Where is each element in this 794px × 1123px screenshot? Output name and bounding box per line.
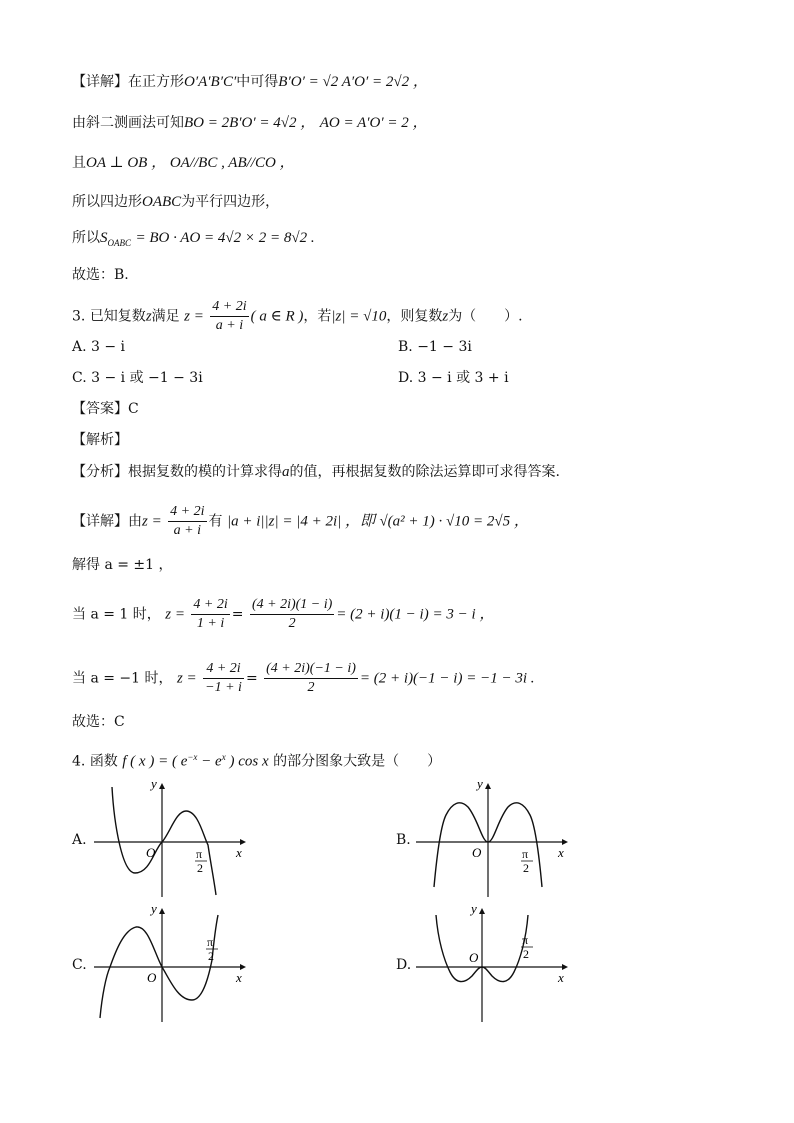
y-label: y	[477, 776, 483, 791]
text: 所以	[72, 230, 100, 246]
fraction	[250, 596, 334, 633]
quad-label: O′A′B′C′	[184, 74, 237, 90]
text: 的部分图象大致是（ ）	[273, 753, 442, 770]
detail-line-1	[72, 72, 428, 92]
graph-label-a: A.	[72, 832, 87, 848]
text: 中可得	[236, 74, 279, 90]
math-expression: z =	[142, 513, 162, 530]
origin-label: O	[472, 845, 482, 860]
text: 有	[208, 513, 223, 530]
fraction	[264, 660, 358, 697]
y-arrow-icon	[479, 908, 485, 914]
math-expression: B′O′ = √2 A′O′ = 2√2 ，	[278, 74, 428, 90]
choose-line-c: 故选：C	[72, 714, 125, 730]
numerator: 4 + 2i	[191, 596, 229, 615]
curve	[112, 787, 216, 895]
pi-label: π	[196, 847, 203, 861]
numerator: 4 + 2i	[203, 660, 244, 679]
math-expression: = BO · AO = 4√2 × 2 = 8√2 .	[135, 230, 315, 246]
y-label: y	[151, 776, 157, 791]
origin-label: O	[469, 950, 479, 965]
denominator: a + i	[173, 523, 202, 538]
y-label: y	[471, 901, 477, 916]
detail-line-5	[72, 228, 315, 253]
analysis-line	[72, 462, 560, 482]
question-4-stem	[72, 747, 441, 772]
two-label: 2	[523, 947, 529, 961]
text: 由斜二测画法可知	[72, 115, 184, 131]
x-label: x	[558, 845, 564, 860]
math-expression: = (2 + i)(1 − i) = 3 − i ，	[336, 606, 495, 623]
y-arrow-icon	[159, 783, 165, 789]
text: 所以四边形	[72, 194, 142, 210]
math-expression: BO = 2B′O′ = 4√2 ，	[184, 115, 316, 131]
math-expression: OABC	[142, 194, 182, 210]
y-arrow-icon	[485, 783, 491, 789]
question-3-stem	[72, 298, 523, 335]
math-var: a	[282, 464, 290, 480]
pi-label: π	[207, 935, 214, 949]
math-expression: √(a² + 1) · √10 = 2√5 ，	[379, 513, 529, 530]
option-d: D. 3 − i 或 3 + i	[398, 370, 509, 386]
text: 在正方形	[128, 74, 184, 90]
graph-label-b: B.	[396, 832, 411, 848]
math-expression: z =	[184, 308, 204, 325]
superscript: −x	[187, 752, 198, 762]
graph-b	[412, 775, 572, 900]
math-expression: ( a ∈ R )	[250, 308, 304, 325]
denominator: 2	[288, 616, 296, 631]
case-1-line: 当 a = 1 时， z = $\frac{4 + 2i}{1 + i}$ = $\frac{(4 + 2i)(1 - i)}{2}$ = (2 + i)(1 − i) = 3 − i ，	[72, 597, 495, 631]
text: ，则复数	[386, 308, 443, 325]
graph-d	[412, 900, 572, 1025]
math-expression: − e	[197, 753, 222, 770]
math-expression: f ( x ) = ( e	[122, 753, 188, 770]
pi-label: π	[522, 847, 529, 861]
math-expression: z =	[165, 606, 185, 623]
graph-label-c: C.	[72, 957, 87, 973]
text: 当 a = −1 时，	[72, 670, 173, 687]
two-label: 2	[197, 861, 203, 875]
detail-line-2	[72, 113, 428, 133]
choose-line-b: 故选：B.	[72, 267, 129, 283]
math-expression: OA ⊥ OB ， OA//BC , AB//CO ，	[86, 155, 295, 171]
text: 【分析】根据复数的模的计算求得	[72, 464, 282, 480]
x-label: x	[236, 845, 242, 860]
fraction	[168, 503, 206, 540]
case-2-line: 当 a = −1 时， z = $\frac{4 + 2i}{-1 + i}$ = $\frac{(4 + 2i)(-1 - i)}{2}$ = (2 + i)(−1 − i) = −1 − 3i .	[72, 661, 535, 695]
math-expression: S	[100, 230, 108, 246]
numerator: 4 + 2i	[210, 298, 248, 317]
fraction	[203, 660, 244, 697]
text: 已知复数	[89, 308, 146, 325]
detail-line-4	[72, 192, 279, 212]
detail-line-q3	[72, 503, 529, 540]
option-c: C. 3 − i 或 −1 − 3i	[72, 370, 203, 386]
text: 为平行四边形，	[181, 194, 280, 210]
pi-label: π	[522, 933, 529, 947]
question-number: 4.	[72, 753, 86, 770]
y-arrow-icon	[159, 908, 165, 914]
detail-line-3	[72, 153, 295, 173]
graph-c	[90, 900, 250, 1025]
two-label: 2	[523, 861, 529, 875]
math-expression: ) cos x	[225, 753, 269, 770]
denominator: 2	[307, 680, 315, 695]
text: 为（ ）.	[448, 308, 523, 325]
denominator: 1 + i	[196, 616, 225, 631]
question-number: 3.	[72, 308, 86, 325]
text: 的值，再根据复数的除法运算即可求得答案.	[289, 464, 560, 480]
superscript: x	[221, 752, 226, 762]
option-a: A. 3 − i	[72, 339, 126, 355]
x-label: x	[558, 970, 564, 985]
numerator: (4 + 2i)(−1 − i)	[264, 660, 358, 679]
math-expression: |z| = √10	[331, 308, 387, 325]
x-label: x	[236, 970, 242, 985]
text: 当 a = 1 时，	[72, 606, 161, 623]
math-var: z	[145, 308, 152, 325]
subscript: OABC	[107, 237, 131, 248]
option-b: B. −1 − 3i	[398, 339, 472, 355]
solve-line: 解得 a = ±1 ，	[72, 557, 173, 573]
answer-line: 【答案】C	[72, 401, 139, 417]
detail-tag: 【详解】	[72, 74, 128, 90]
numerator: (4 + 2i)(1 − i)	[250, 596, 334, 615]
y-label: y	[151, 901, 157, 916]
text: 【详解】由	[72, 513, 142, 530]
fraction	[191, 596, 229, 633]
math-expression: z =	[176, 670, 197, 687]
analysis-tag: 【解析】	[72, 432, 128, 448]
math-var: z	[442, 308, 449, 325]
graph-label-d: D.	[396, 957, 412, 973]
graph-a	[90, 775, 250, 900]
two-label: 2	[208, 949, 214, 963]
origin-label: O	[146, 845, 156, 860]
denominator: −1 + i	[205, 680, 242, 695]
text: 满足	[151, 308, 180, 325]
text: 函数	[89, 753, 118, 770]
math-expression: |a + i||z| = |4 + 2i| ，即	[226, 513, 375, 530]
numerator: 4 + 2i	[168, 503, 206, 522]
origin-label: O	[147, 970, 157, 985]
math-expression: = (2 + i)(−1 − i) = −1 − 3i .	[359, 670, 535, 687]
text: 且	[72, 155, 86, 171]
text: ，若	[303, 308, 332, 325]
fraction	[210, 298, 248, 335]
math-expression: AO = A′O′ = 2 ，	[319, 115, 428, 131]
denominator: a + i	[215, 318, 244, 333]
